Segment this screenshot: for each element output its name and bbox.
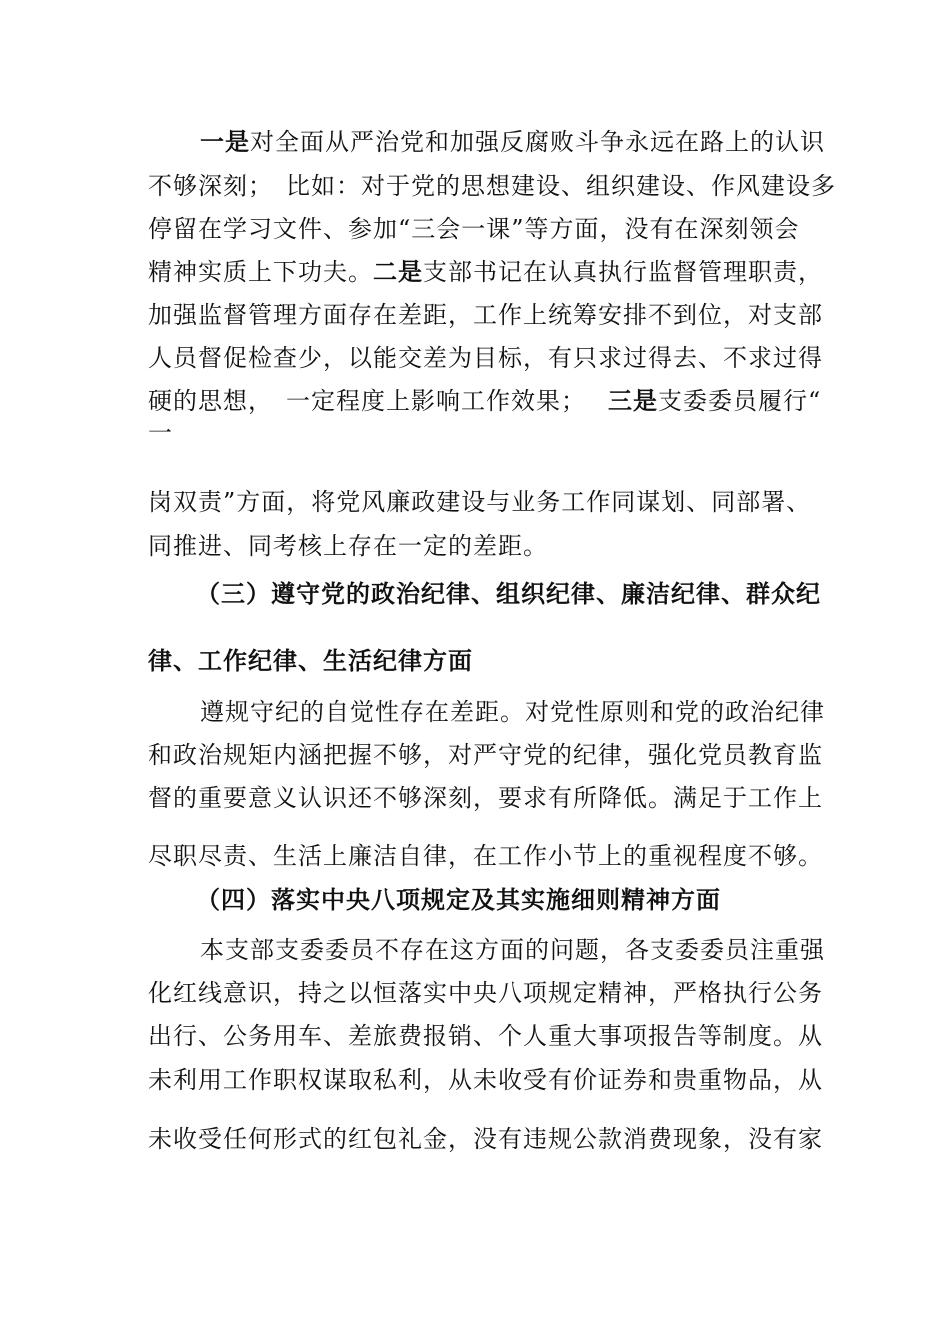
emphasis-text: 一是 — [200, 127, 250, 156]
section-heading: （三）遵守党的政治纪律、组织纪律、廉洁纪律、群众纪 — [196, 579, 821, 608]
paragraph-line: 督的重要意义认识还不够深刻，要求有所降低。满足于工作上 — [148, 784, 823, 812]
paragraph-line: 化红线意识，持之以恒落实中央八项规定精神，严格执行公务 — [148, 979, 823, 1007]
body-text: 对全面从严治党和加强反腐败斗争永远在路上的认识 — [250, 128, 825, 156]
paragraph-line: 岗双责”方面，将党风廉政建设与业务工作同谋划、同部署、 — [148, 488, 812, 516]
paragraph-line: 同推进、同考核上存在一定的差距。 — [148, 532, 548, 560]
body-text: 硬的思想， 一定程度上影响工作效果； — [148, 387, 586, 415]
paragraph-line — [148, 257, 823, 287]
section-heading: （四）落实中央八项规定及其实施细则精神方面 — [196, 885, 721, 914]
paragraph-line: 遵规守纪的自觉性存在差距。对党性原则和党的政治纪律 — [200, 698, 825, 726]
paragraph-line: 未收受任何形式的红包礼金，没有违规公款消费现象，没有家 — [148, 1125, 823, 1153]
paragraph-line: 一 — [148, 419, 173, 447]
emphasis-text: 二是 — [373, 257, 423, 286]
paragraph-line: 人员督促检查少，以能交差为目标，有只求过得去、不求过得 — [148, 344, 823, 372]
section-heading: 律、工作纪律、生活纪律方面 — [148, 646, 473, 675]
paragraph-line: 停留在学习文件、参加“三会一课”等方面，没有在深刻领会 — [148, 215, 800, 243]
paragraph-line — [148, 386, 822, 416]
emphasis-text: 三是 — [608, 386, 658, 415]
body-text: 精神实质上下功夫。 — [148, 258, 373, 286]
paragraph-line: 本支部支委委员不存在这方面的问题，各支委委员注重强 — [200, 936, 825, 964]
body-text: 支委委员履行“ — [658, 387, 822, 415]
paragraph-line: 不够深刻； 比如：对于党的思想建设、组织建设、作风建设多 — [148, 172, 836, 200]
paragraph-line: 和政治规矩内涵把握不够，对严守党的纪律，强化党员教育监 — [148, 741, 823, 769]
paragraph-line — [200, 127, 860, 157]
paragraph-line: 未利用工作职权谋取私利，从未收受有价证券和贵重物品，从 — [148, 1066, 823, 1094]
body-text: 支部书记在认真执行监督管理职责， — [423, 258, 823, 286]
paragraph-line: 尽职尽责、生活上廉洁自律，在工作小节上的重视程度不够。 — [148, 842, 823, 870]
paragraph-line: 出行、公务用车、差旅费报销、个人重大事项报告等制度。从 — [148, 1022, 823, 1050]
paragraph-line: 加强监督管理方面存在差距，工作上统筹安排不到位，对支部 — [148, 301, 823, 329]
